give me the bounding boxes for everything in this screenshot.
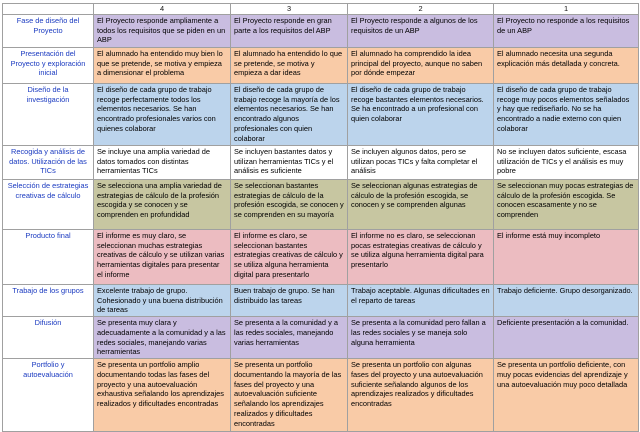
rubric-cell: Se presenta un portfolio amplio documentando todas las fases del proyecto y una autoevaluación exhaustiva señalando los aprendizajes realizados y dificultades encontradas	[94, 359, 231, 432]
rubric-cell: Se presenta un portfolio documentando la mayoría de las fases del proyecto y una autoevaluación suficiente señalando los aprendizajes realizados y dificultades encontradas	[231, 359, 348, 432]
rubric-cell: El informe es claro, se seleccionan bastantes estrategias creativas de cálculo y se utiliza alguna herramienta digital para presentarlo	[231, 229, 348, 284]
rubric-cell: El Proyecto responde ampliamente a todos los requisitos que se piden en un ABP	[94, 14, 231, 47]
rubric-cell: Se presenta un portfolio deficiente, con muy pocas evidencias del aprendizaje y una autoevaluación muy poco detallada	[494, 359, 639, 432]
criterion-label: Portfolio y autoevaluación	[3, 359, 94, 432]
rubric-cell: Excelente trabajo de grupo. Cohesionado y una buena distribución de tareas	[94, 284, 231, 316]
header-level-1: 1	[494, 4, 639, 15]
rubric-cell: El alumnado ha entendido lo que se pretende, se motiva y empieza a dar ideas	[231, 47, 348, 83]
rubric-cell: Deficiente presentación a la comunidad.	[494, 317, 639, 359]
header-level-2: 2	[348, 4, 494, 15]
rubric-cell: Buen trabajo de grupo. Se han distribuido las tareas	[231, 284, 348, 316]
criterion-label: Recogida y análisis de datos. Utilización de las TICs	[3, 145, 94, 179]
criterion-label: Presentación del Proyecto y exploración inicial	[3, 47, 94, 83]
criterion-label: Difusión	[3, 317, 94, 359]
table-row	[3, 284, 639, 316]
rubric-cell: El diseño de cada grupo de trabajo recoge la mayoría de los elementos necesarios. Se han encontrado algunos profesionales con quien colaborar	[231, 83, 348, 145]
rubric-cell: El alumnado necesita una segunda explicación más detallada y concreta.	[494, 47, 639, 83]
rubric-cell: El diseño de cada grupo de trabajo recoge bastantes elementos necesarios. Se ha encontrado a un profesional con quien colaborar	[348, 83, 494, 145]
rubric-table	[2, 3, 639, 432]
rubric-cell: El Proyecto responde en gran parte a los requisitos del ABP	[231, 14, 348, 47]
rubric-cell: El diseño de cada grupo de trabajo recoge muy pocos elementos señalados y hay que rediseñarlo. No se ha encontrado a nadie externo con quien colaborar	[494, 83, 639, 145]
rubric-cell: El informe no es claro, se seleccionan pocas estrategias creativas de cálculo y se utiliza alguna herramienta digital para presentarlo	[348, 229, 494, 284]
criterion-label: Selección de estrategias creativas de cálculo	[3, 179, 94, 229]
table-row	[3, 317, 639, 359]
table-row	[3, 359, 639, 432]
rubric-cell: El diseño de cada grupo de trabajo recoge perfectamente todos los elementos necesarios. Se han encontrado profesionales varios con quienes colaborar	[94, 83, 231, 145]
rubric-cell: Se presenta muy clara y adecuadamente a la comunidad y a las redes sociales, manejando varias herramientas	[94, 317, 231, 359]
table-row	[3, 145, 639, 179]
rubric-cell: El alumnado ha entendido muy bien lo que se pretende, se motiva y empieza a dimensionar el problema	[94, 47, 231, 83]
header-row	[3, 4, 639, 15]
rubric-cell: Se presenta a la comunidad y a las redes sociales, manejando varias herramientas	[231, 317, 348, 359]
rubric-cell: Se presenta a la comunidad pero fallan a las redes sociales y se maneja solo alguna herramienta	[348, 317, 494, 359]
rubric-cell: Se presenta un portfolio con algunas fases del proyecto y una autoevaluación suficiente señalando algunos de los aprendizajes realizados y dificultades encontradas	[348, 359, 494, 432]
criterion-label: Diseño de la investigación	[3, 83, 94, 145]
table-row	[3, 14, 639, 47]
rubric-cell: El Proyecto no responde a los requisitos de un ABP	[494, 14, 639, 47]
header-corner	[3, 4, 94, 15]
criterion-label: Trabajo de los grupos	[3, 284, 94, 316]
rubric-cell: Se incluyen algunos datos, pero se utilizan pocas TICs y falta completar el análisis	[348, 145, 494, 179]
table-row	[3, 179, 639, 229]
table-row	[3, 83, 639, 145]
criterion-label: Producto final	[3, 229, 94, 284]
rubric-cell: Se seleccionan bastantes estrategias de cálculo de la profesión escogida, se conocen y se comprenden en su mayoría	[231, 179, 348, 229]
criterion-label: Fase de diseño del Proyecto	[3, 14, 94, 47]
rubric-cell: Se seleccionan algunas estrategias de cálculo de la profesión escogida, se conocen y se comprenden algunas	[348, 179, 494, 229]
rubric-cell: El informe es muy claro, se seleccionan muchas estrategias creativas de cálculo y se utilizan varias herramientas digitales para presentar el informe	[94, 229, 231, 284]
rubric-cell: Trabajo aceptable. Algunas dificultades en el reparto de tareas	[348, 284, 494, 316]
rubric-cell: El informe está muy incompleto	[494, 229, 639, 284]
rubric-cell: No se incluyen datos suficiente, escasa utilización de TICs y el análisis es muy pobre	[494, 145, 639, 179]
rubric-cell: Trabajo deficiente. Grupo desorganizado.	[494, 284, 639, 316]
rubric-cell: Se selecciona una amplia variedad de estrategias de cálculo de la profesión escogida y se conocen y se comprenden en profundidad	[94, 179, 231, 229]
table-row	[3, 47, 639, 83]
rubric-cell: Se incluye una amplia variedad de datos tomados con distintas herramientas TICs	[94, 145, 231, 179]
rubric-cell: El alumnado ha comprendido la idea principal del proyecto, aunque no saben por dónde empezar	[348, 47, 494, 83]
rubric-cell: Se incluyen bastantes datos y utilizan herramientas TICs y el análisis es suficiente	[231, 145, 348, 179]
table-row	[3, 229, 639, 284]
rubric-cell: El Proyecto responde a algunos de los requisitos de un ABP	[348, 14, 494, 47]
header-level-4: 4	[94, 4, 231, 15]
header-level-3: 3	[231, 4, 348, 15]
rubric-cell: Se seleccionan muy pocas estrategias de cálculo de la profesión escogida. Se conocen escasamente y no se comprenden	[494, 179, 639, 229]
